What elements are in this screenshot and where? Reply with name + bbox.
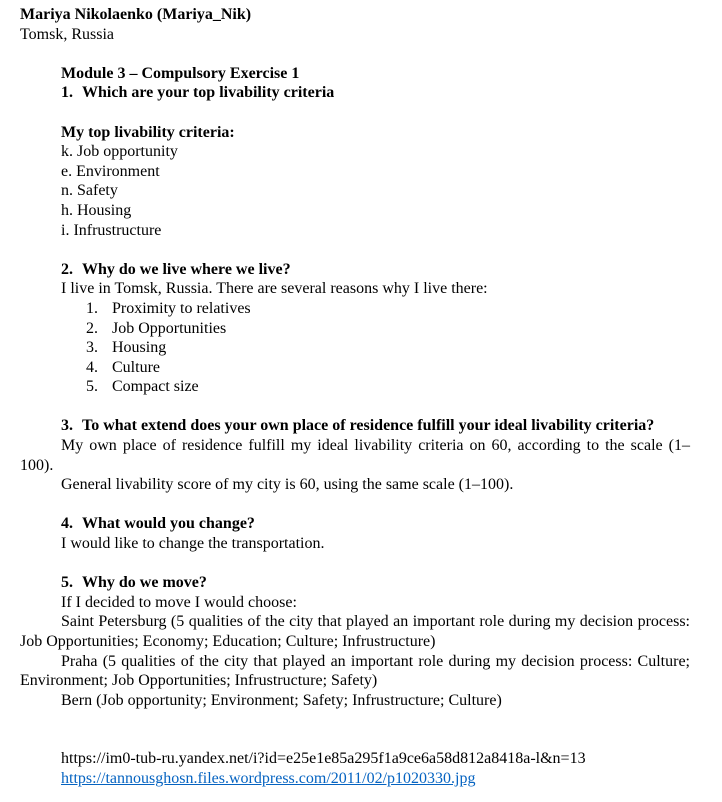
reasons-list	[20, 299, 690, 397]
list-item-number: 1.	[86, 299, 98, 317]
author-location: Tomsk, Russia	[20, 25, 114, 43]
document-page	[20, 5, 690, 789]
source-link[interactable]: https://tannousghosn.files.wordpress.com/2011/02/p1020330.jpg	[61, 769, 476, 787]
list-item	[20, 377, 690, 397]
criteria-item: e. Environment	[61, 162, 160, 180]
list-item-text: Proximity to relatives	[112, 299, 251, 317]
criteria-item: n. Safety	[61, 182, 118, 200]
criteria-item: h. Housing	[61, 201, 132, 219]
question-3-heading	[20, 416, 690, 436]
list-item	[20, 358, 690, 378]
question-3-number: 3.	[61, 417, 73, 435]
list-item-text: Culture	[112, 358, 160, 376]
list-item-text: Housing	[112, 339, 167, 357]
city-choice: Saint Petersburg (5 qualities of the city that played an important role during my decision process: Job Opportunities; Economy; Education; Culture; Infrustructure)	[20, 613, 690, 650]
list-item-text: Compact size	[112, 378, 199, 396]
criteria-subheading: My top livability criteria:	[61, 123, 235, 141]
source-url: https://im0-tub-ru.yandex.net/i?id=e25e1e85a295f1a9ce6a58d812a8418a-l&n=13	[61, 750, 586, 768]
list-item	[20, 299, 690, 319]
question-4-answer: I would like to change the transportation.	[61, 535, 325, 553]
question-5-heading	[20, 573, 690, 593]
module-title: Module 3 – Compulsory Exercise 1	[61, 64, 300, 82]
list-item-number: 2.	[86, 319, 98, 337]
question-4-title: What would you change?	[82, 515, 255, 533]
author-name: Mariya Nikolaenko (Mariya_Nik)	[20, 6, 252, 23]
question-1-heading	[20, 83, 690, 103]
city-choice: Bern (Job opportunity; Environment; Safety; Infrustructure; Culture)	[61, 691, 502, 709]
list-item-text: Job Opportunities	[112, 319, 227, 337]
question-4-heading	[20, 514, 690, 534]
question-3-title: To what extend does your own place of residence fulfill your ideal livability criteria?	[82, 417, 655, 435]
question-5-title: Why do we move?	[82, 574, 207, 592]
question-2-title: Why do we live where we live?	[82, 260, 291, 278]
question-3-paragraph-2: General livability score of my city is 60, using the same scale (1–100).	[61, 476, 514, 494]
list-item	[20, 338, 690, 358]
list-item-number: 5.	[86, 378, 98, 396]
question-5-intro: If I decided to move I would choose:	[61, 593, 297, 611]
question-5-number: 5.	[61, 574, 73, 592]
question-2-number: 2.	[61, 260, 73, 278]
question-2-intro: I live in Tomsk, Russia. There are several reasons why I live there:	[61, 280, 488, 298]
question-1-number: 1.	[61, 84, 73, 102]
criteria-item: i. Infrustructure	[61, 221, 162, 239]
list-item	[20, 319, 690, 339]
question-1-title: Which are your top livability criteria	[82, 84, 335, 102]
question-3-paragraph-1: My own place of residence fulfill my ideal livability criteria on 60, according to the scale (1–100).	[20, 437, 690, 474]
city-choice: Praha (5 qualities of the city that played an important role during my decision process: Culture; Environment; Job Opportunities; Infrustructure; Safety)	[20, 652, 690, 690]
question-2-heading	[20, 260, 690, 280]
criteria-item: k. Job opportunity	[61, 143, 178, 161]
question-4-number: 4.	[61, 515, 73, 533]
list-item-number: 4.	[86, 358, 98, 376]
list-item-number: 3.	[86, 339, 98, 357]
